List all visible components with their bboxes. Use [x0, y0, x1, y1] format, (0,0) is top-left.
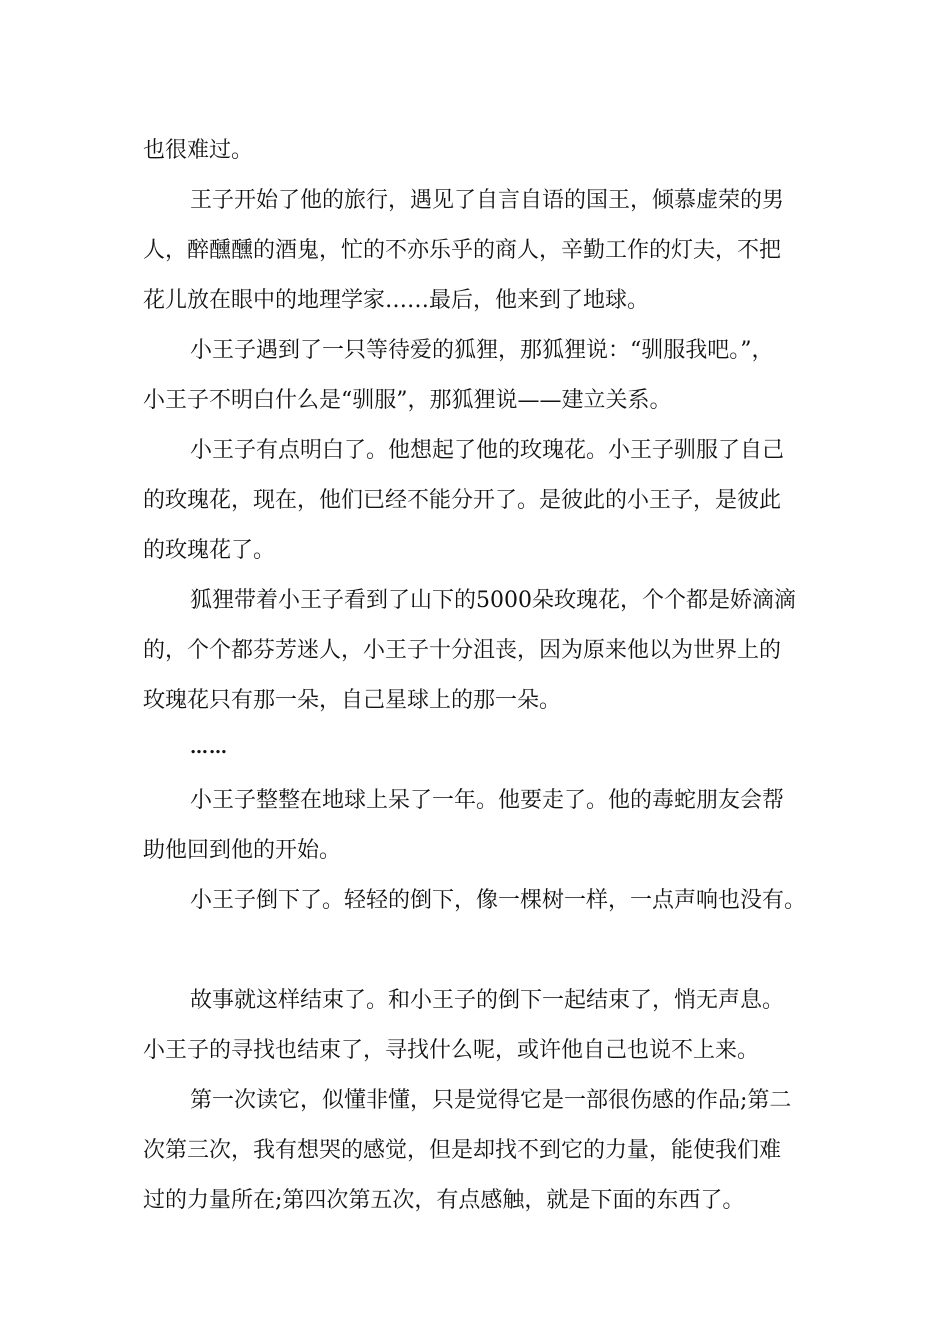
- text-line: 的玫瑰花了。: [143, 538, 276, 563]
- text-line: 的玫瑰花，现在，他们已经不能分开了。是彼此的小王子，是彼此: [143, 488, 782, 513]
- text-line: 故事就这样结束了。和小王子的倒下一起结束了，悄无声息。: [190, 988, 785, 1013]
- text-line: 助他回到他的开始。: [143, 838, 342, 863]
- text-line: 第一次读它，似懂非懂，只是觉得它是一部很伤感的作品;第二: [190, 1088, 792, 1113]
- text-line: 小王子遇到了一只等待爱的狐狸，那狐狸说：“驯服我吧。”，: [190, 338, 774, 363]
- text-line: 小王子整整在地球上呆了一年。他要走了。他的毒蛇朋友会帮: [190, 788, 785, 813]
- text-line: 王子开始了他的旅行，遇见了自言自语的国王，倾慕虚荣的男: [190, 188, 785, 213]
- text-line: 次第三次，我有想哭的感觉，但是却找不到它的力量，能使我们难: [143, 1138, 782, 1163]
- text-line: 小王子倒下了。轻轻的倒下，像一棵树一样，一点声响也没有。: [190, 888, 807, 913]
- text-line: 也很难过。: [143, 138, 254, 163]
- text-line: 狐狸带着小王子看到了山下的5000朵玫瑰花，个个都是娇滴滴: [190, 588, 796, 613]
- text-line: 花儿放在眼中的地理学家……最后，他来到了地球。: [143, 288, 650, 313]
- text-line: 玫瑰花只有那一朵，自己星球上的那一朵。: [143, 688, 562, 713]
- text-line: 过的力量所在;第四次第五次，有点感触，就是下面的东西了。: [143, 1188, 745, 1213]
- text-line: 小王子有点明白了。他想起了他的玫瑰花。小王子驯服了自己: [190, 438, 785, 463]
- text-line: 的，个个都芬芳迷人，小王子十分沮丧，因为原来他以为世界上的: [143, 638, 782, 663]
- text-line: 小王子的寻找也结束了，寻找什么呢，或许他自己也说不上来。: [143, 1038, 760, 1063]
- ellipsis-line: ……: [190, 737, 228, 758]
- text-line: 小王子不明白什么是“驯服”，那狐狸说——建立关系。: [143, 388, 672, 413]
- text-line: 人，醉醺醺的酒鬼，忙的不亦乐乎的商人，辛勤工作的灯夫，不把: [143, 238, 782, 263]
